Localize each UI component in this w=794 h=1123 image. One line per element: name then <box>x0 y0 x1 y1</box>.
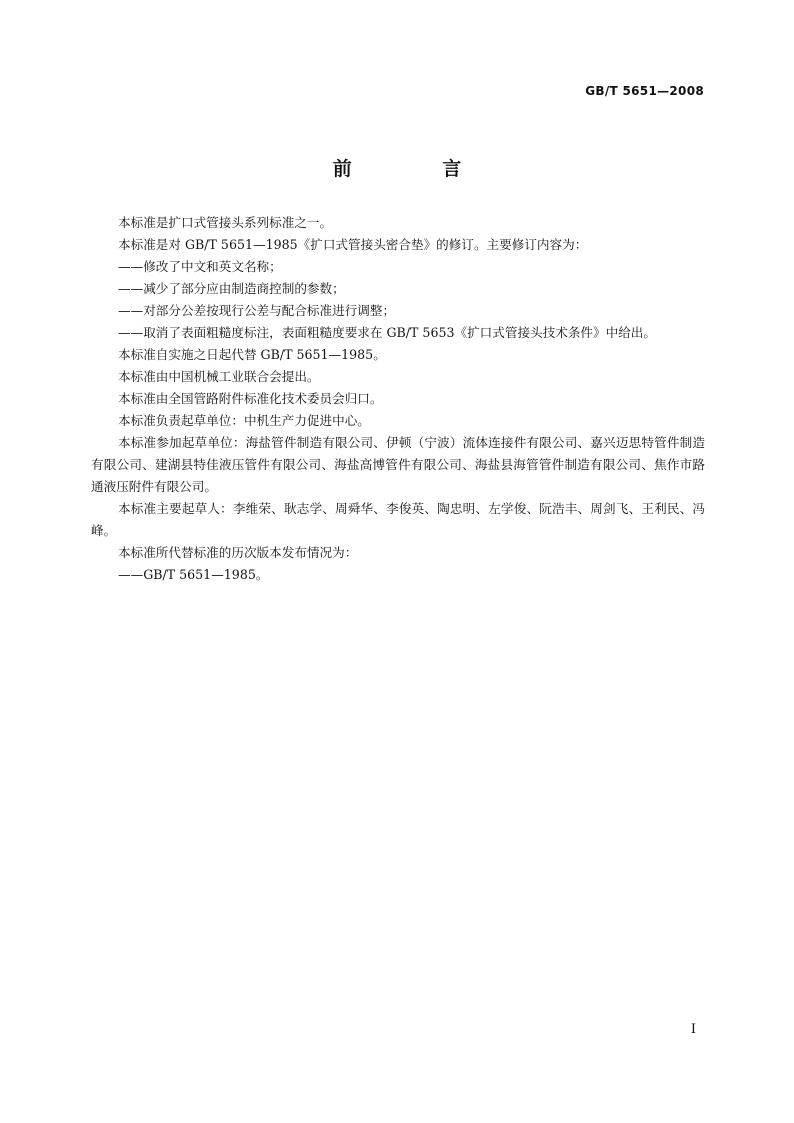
paragraph: 本标准负责起草单位：中机生产力促进中心。 <box>118 413 370 428</box>
list-item: ——减少了部分应由制造商控制的参数； <box>118 281 345 296</box>
list-item: ——取消了表面粗糙度标注，表面粗糙度要求在 GB/T 5653《扩口式管接头技术条件》中给出。 <box>118 325 656 340</box>
paragraph: 本标准由中国机械工业联合会提出。 <box>118 369 320 384</box>
list-item: ——对部分公差按现行公差与配合标准进行调整； <box>118 303 396 318</box>
paragraph: 本标准参加起草单位：海盐管件制造有限公司、伊顿（宁波）流体连接件有限公司、嘉兴迈思特管件制造有限公司、建湖县特佳液压管件有限公司、海盐高博管件有限公司、海盐县海管管件制造有限公司、焦作市路通液压附件有限公司。 <box>91 435 705 494</box>
paragraph: 本标准所代替标准的历次版本发布情况为： <box>118 545 358 560</box>
paragraph: 本标准自实施之日起代替 GB/T 5651—1985。 <box>118 347 386 362</box>
list-item: ——GB/T 5651—1985。 <box>118 567 269 582</box>
document-code: GB/T 5651—2008 <box>585 84 704 98</box>
page-title: 前 言 <box>332 158 504 180</box>
foreword-body <box>91 212 705 586</box>
paragraph: 本标准由全国管路附件标准化技术委员会归口。 <box>118 391 383 406</box>
paragraph: 本标准是对 GB/T 5651—1985《扩口式管接头密合垫》的修订。主要修订内容为： <box>118 237 588 252</box>
page-number: I <box>690 1022 696 1037</box>
list-item: ——修改了中文和英文名称； <box>118 259 282 274</box>
paragraph: 本标准主要起草人：李维荣、耿志学、周舜华、李俊英、陶忠明、左学俊、阮浩丰、周剑飞、王利民、冯峰。 <box>91 501 705 538</box>
paragraph: 本标准是扩口式管接头系列标准之一。 <box>118 215 333 230</box>
